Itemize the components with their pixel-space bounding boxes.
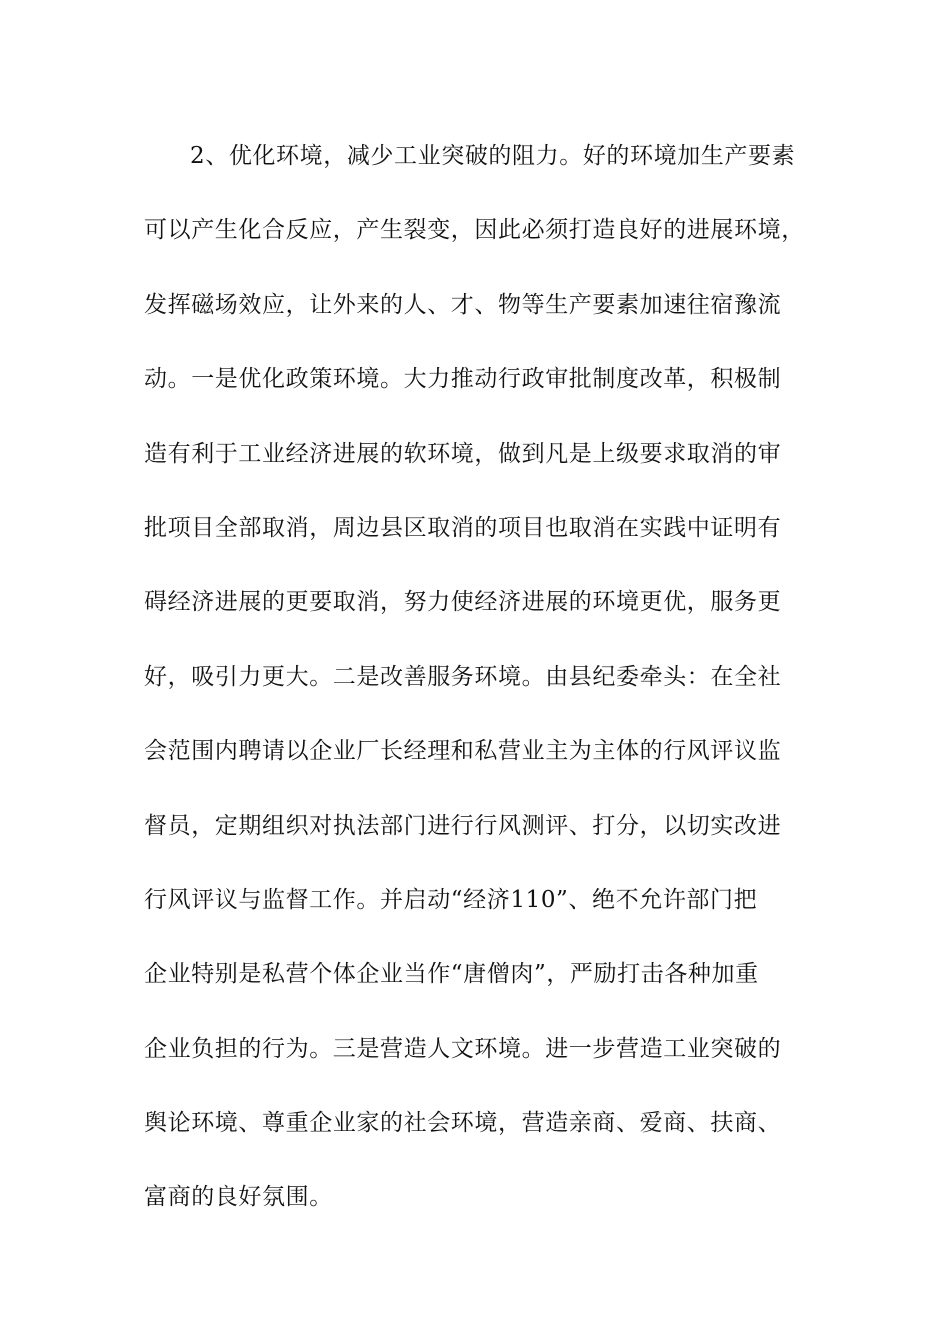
text-line: 发挥磁场效应，让外来的人、才、物等生产要素加速往宿豫流	[144, 291, 782, 318]
text-line: 可以产生化合反应，产生裂变，因此必须打造良好的进展环境，	[144, 217, 805, 244]
text-line: 富商的良好氛围。	[144, 1184, 333, 1211]
text-line: 督员，定期组织对执法部门进行行风测评、打分，以切实改进	[144, 812, 782, 839]
body-paragraph	[144, 132, 816, 1248]
text-line: 会范围内聘请以企业厂长经理和私营业主为主体的行风评议监	[144, 738, 782, 765]
text-line: 动。一是优化政策环境。大力推动行政审批制度改革，积极制	[144, 366, 782, 393]
text-line: 好，吸引力更大。二是改善服务环境。由县纪委牵头：在全社	[144, 663, 782, 690]
text-line: 造有利于工业经济进展的软环境，做到凡是上级要求取消的审	[144, 440, 782, 467]
text-line: 舆论环境、尊重企业家的社会环境，营造亲商、爱商、扶商、	[144, 1110, 782, 1137]
text-line: 碍经济进展的更要取消，努力使经济进展的环境更优，服务更	[144, 589, 782, 616]
text-line: 2、优化环境，减少工业突破的阻力。好的环境加生产要素	[190, 143, 796, 169]
text-line: 行风评议与监督工作。并启动“经济110”、绝不允许部门把	[144, 886, 758, 913]
text-line: 企业负担的行为。三是营造人文环境。进一步营造工业突破的	[144, 1035, 782, 1062]
text-line: 企业特别是私营个体企业当作“唐僧肉”，严励打击各种加重	[144, 961, 759, 988]
text-line: 批项目全部取消，周边县区取消的项目也取消在实践中证明有	[144, 514, 782, 541]
